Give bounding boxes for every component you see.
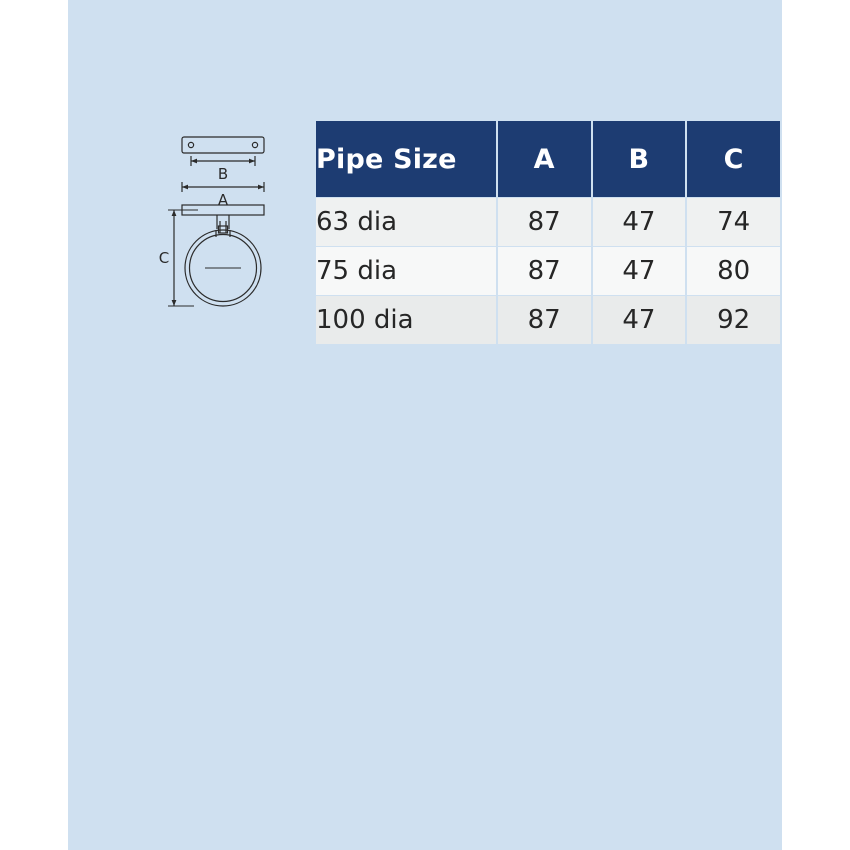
cell-c: 92	[687, 296, 780, 344]
cell-pipe-size: 100 dia	[316, 296, 496, 344]
dim-a-arrow-left	[182, 185, 188, 190]
table-row	[316, 198, 780, 246]
pipe-size-table	[314, 120, 782, 345]
cell-c: 80	[687, 247, 780, 295]
top-view-hole-left	[188, 142, 193, 147]
cell-c: 74	[687, 198, 780, 246]
header-pipe-size: Pipe Size	[316, 121, 496, 197]
cell-b: 47	[593, 296, 686, 344]
dim-label-b: B	[217, 165, 229, 183]
cell-pipe-size: 63 dia	[316, 198, 496, 246]
cell-a: 87	[498, 198, 591, 246]
cell-pipe-size: 75 dia	[316, 247, 496, 295]
dim-c-arrow-bottom	[172, 300, 177, 306]
cell-a: 87	[498, 296, 591, 344]
cell-b: 47	[593, 198, 686, 246]
header-a: A	[498, 121, 591, 197]
dim-label-a: A	[217, 191, 229, 209]
cell-b: 47	[593, 247, 686, 295]
table-body	[316, 198, 780, 344]
pipe-clip-drawing	[158, 125, 308, 350]
top-view-hole-right	[252, 142, 257, 147]
header-b: B	[593, 121, 686, 197]
table-row	[316, 296, 780, 344]
drawing-svg	[158, 125, 308, 350]
table-header	[316, 121, 780, 197]
table-row	[316, 247, 780, 295]
dim-b-arrow-right	[249, 159, 255, 164]
dim-c-arrow-top	[172, 210, 177, 216]
dim-b-arrow-left	[191, 159, 197, 164]
cell-a: 87	[498, 247, 591, 295]
top-view-strap	[182, 137, 264, 153]
dim-label-c: C	[158, 249, 170, 267]
header-c: C	[687, 121, 780, 197]
dim-a-arrow-right	[258, 185, 264, 190]
table-header-row	[316, 121, 780, 197]
image-canvas	[68, 0, 782, 850]
